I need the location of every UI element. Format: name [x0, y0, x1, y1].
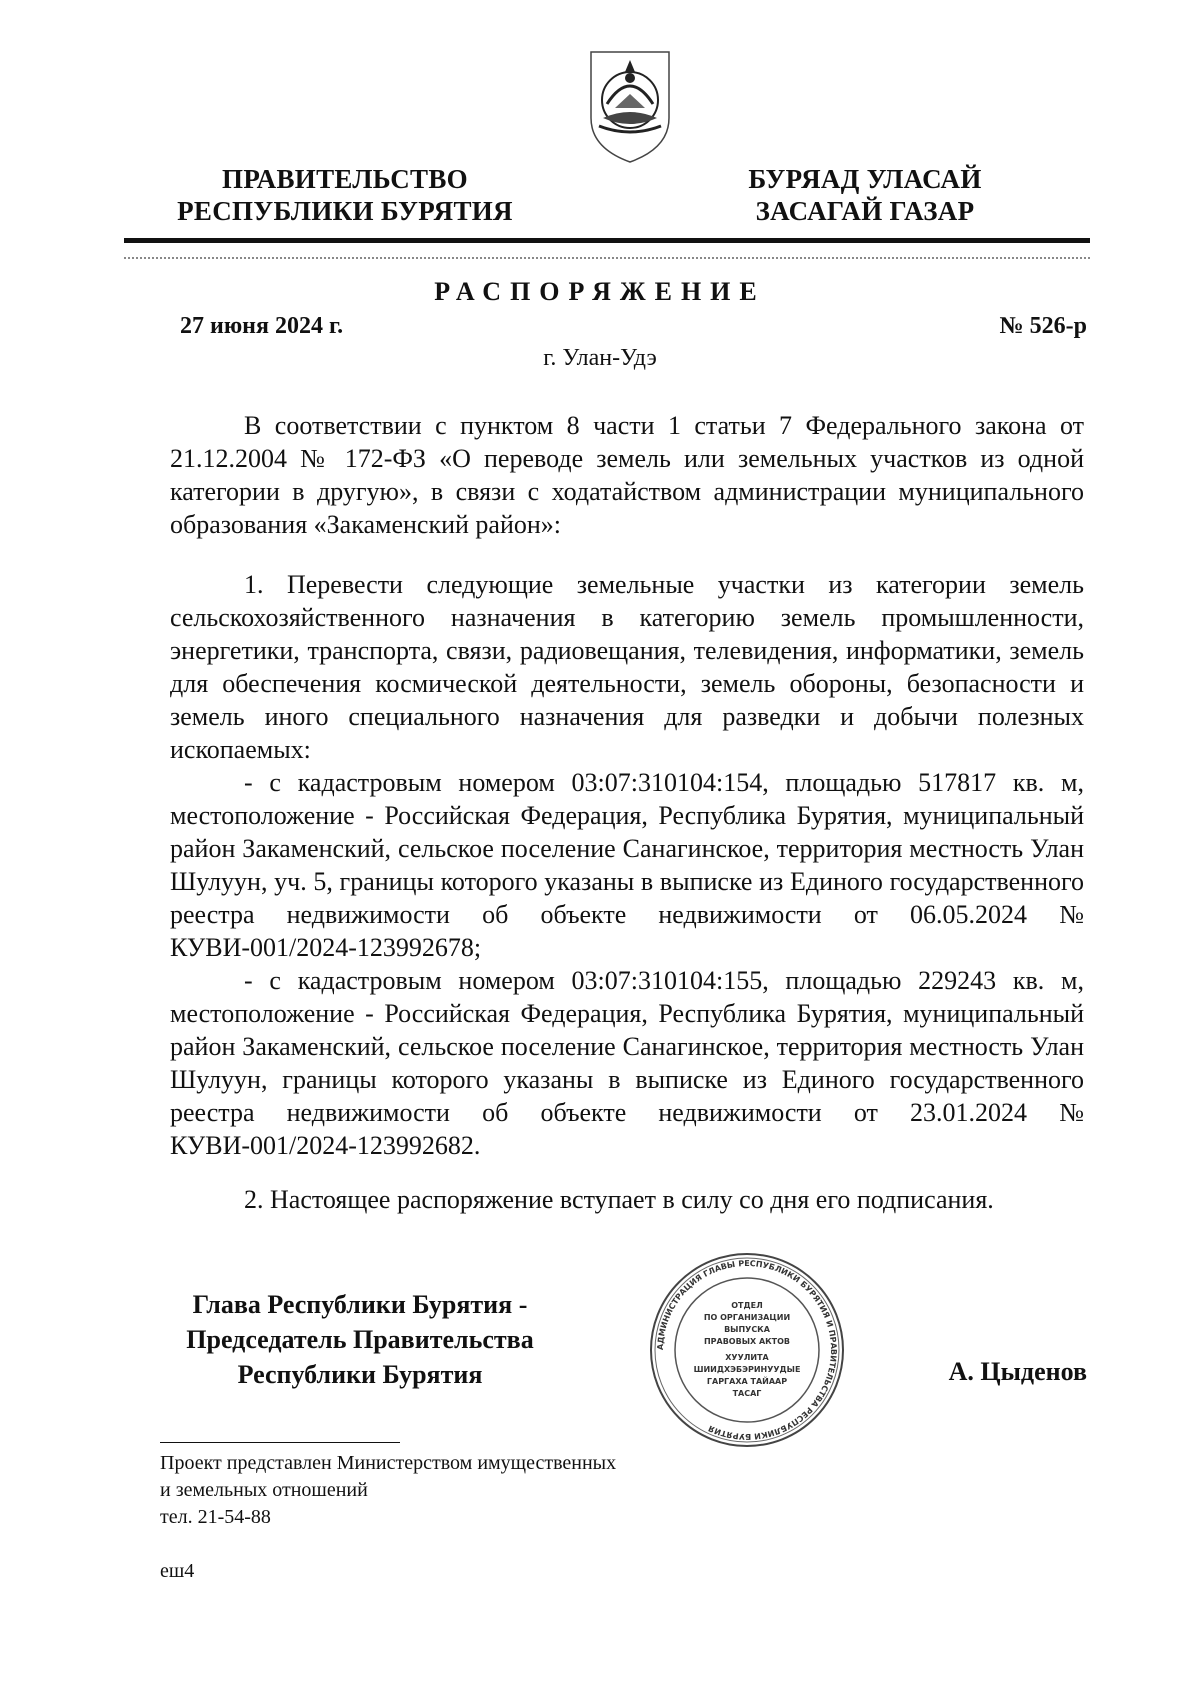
position-line1: Глава Республики Бурятия -	[192, 1290, 528, 1319]
header-divider-dotted	[124, 257, 1090, 259]
item-1-text: 1. Перевести следующие земельные участки из категории земель сельскохозяйственного назначения в категорию земель промышленности, энергетики, транспорта, связи, радиовещания, телевидения, информатики, земель для обеспечения космической деятельности, земель обороны, безопасности и земель иного специального назначения для разведки и добычи полезных ископаемых:	[170, 570, 1084, 764]
header-left-line1: ПРАВИТЕЛЬСТВО	[222, 164, 468, 194]
footnote-divider	[160, 1442, 400, 1443]
header-divider-thick	[124, 238, 1090, 243]
seal-inner-3: ВЫПУСКА	[724, 1325, 770, 1334]
signatory-position	[160, 1287, 560, 1392]
document-code: еш4	[160, 1560, 195, 1582]
plot-1-text: - с кадастровым номером 03:07:310104:154, площадью 517817 кв. м, местоположение - Российская Федерация, Республика Бурятия, муниципальный район Закаменский, сельское поселение Санагинское, территория местность Улан Шулуун, уч. 5, границы которого указаны в выписке из Единого государственного реестра недвижимости об объекте недвижимости от 06.05.2024 № КУВИ-001/2024-123992678;	[170, 768, 1084, 962]
document-date: 27 июня 2024 г.	[180, 313, 344, 339]
footnote-line1: Проект представлен Министерством имущественных	[160, 1452, 617, 1474]
seal-inner-6: ШИИДХЭБЭРИНУУДЫЕ	[693, 1365, 801, 1374]
signatory-name: А. Цыденов	[948, 1357, 1087, 1386]
seal-inner-7: ГАРГАХА ТАЙААР	[706, 1377, 788, 1386]
official-seal	[647, 1250, 847, 1450]
intro-text: В соответствии с пунктом 8 части 1 статьи 7 Федерального закона от 21.12.2004 № 172-ФЗ «О переводе земель или земельных участков из одной категории в другую», в связи с ходатайством администрации муниципального образования «Закаменский район»:	[170, 411, 1084, 539]
footnote	[160, 1450, 616, 1531]
coat-of-arms-icon	[585, 48, 675, 166]
header-right-line1: БУРЯАД УЛАСАЙ	[748, 164, 982, 194]
item-2-block	[170, 1183, 1084, 1216]
plot-2-text: - с кадастровым номером 03:07:310104:155, площадью 229243 кв. м, местоположение - Российская Федерация, Республика Бурятия, муниципальный район Закаменский, сельское поселение Санагинское, территория местность Улан Шулуун, границы которого указаны в выписке из Единого государственного реестра недвижимости об объекте недвижимости от 23.01.2024 № КУВИ-001/2024-123992682.	[170, 966, 1084, 1160]
document-title: РАСПОРЯЖЕНИЕ	[434, 277, 766, 306]
document-city: г. Улан-Удэ	[543, 345, 657, 371]
seal-inner-8: ТАСАГ	[732, 1389, 762, 1398]
header-left-line2: РЕСПУБЛИКИ БУРЯТИЯ	[177, 196, 513, 226]
position-line2: Председатель Правительства	[186, 1325, 534, 1354]
document-number: № 526-р	[999, 313, 1087, 339]
seal-inner-1: ОТДЕЛ	[731, 1301, 763, 1310]
header-left	[150, 163, 540, 227]
item-2-text: 2. Настоящее распоряжение вступает в силу со дня его подписания.	[244, 1185, 994, 1214]
footnote-phone: тел. 21-54-88	[160, 1506, 271, 1528]
header-right	[705, 163, 1025, 227]
svg-text:АДМИНИСТРАЦИЯ ГЛАВЫ РЕСПУБЛИКИ	[656, 1259, 838, 1441]
position-line3: Республики Бурятия	[237, 1360, 483, 1389]
seal-outer-text: АДМИНИСТРАЦИЯ ГЛАВЫ РЕСПУБЛИКИ БУРЯТИЯ И ПРАВИТЕЛЬСТВА РЕСПУБЛИКИ БУРЯТИЯ	[655, 1258, 839, 1442]
intro-paragraph	[170, 409, 1084, 541]
seal-inner-5: ХУУЛИТА	[725, 1353, 769, 1362]
item-1-block	[170, 568, 1084, 1162]
seal-inner-2: ПО ОРГАНИЗАЦИИ	[703, 1313, 791, 1322]
seal-inner-4: ПРАВОВЫХ АКТОВ	[703, 1337, 791, 1346]
header-right-line2: ЗАСАГАЙ ГАЗАР	[755, 196, 975, 226]
footnote-line2: и земельных отношений	[160, 1479, 368, 1501]
